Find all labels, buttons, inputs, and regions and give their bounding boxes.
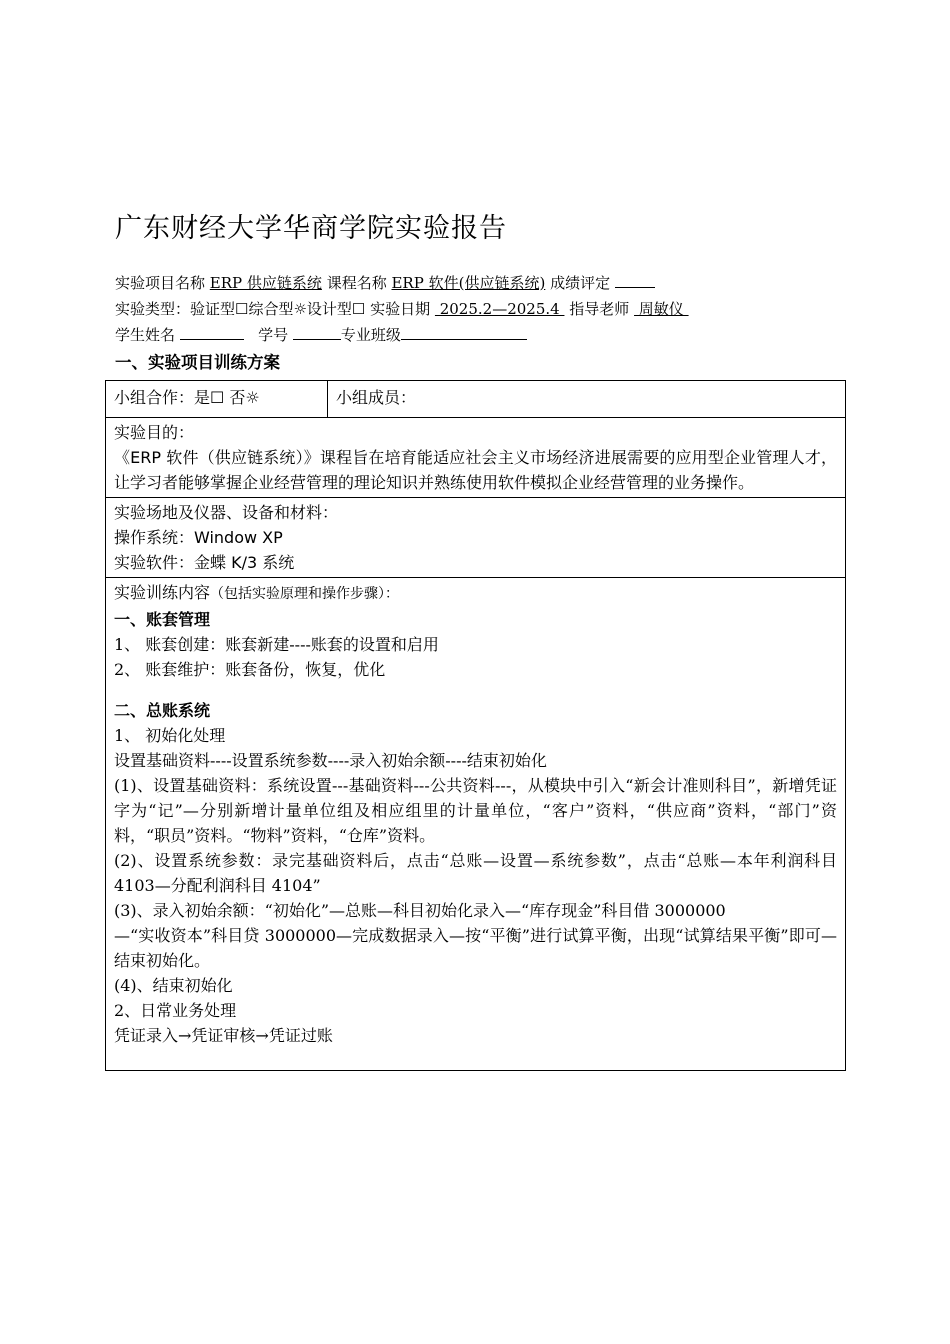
experiment-date-value: 2025.2—2025.4: [434, 300, 565, 318]
voucher-flow-line: 凭证录入→凭证审核→凭证过账: [114, 1026, 333, 1045]
software-line: 实验软件：金蝶 K/3 系统: [114, 553, 295, 572]
group-cooperation-cell: 小组合作：是☐ 否☼: [106, 381, 328, 418]
init-steps-line: 设置基础资料----设置系统参数----录入初始余额----结束初始化: [114, 751, 547, 770]
project-name-value: ERP 供应链系统: [209, 274, 322, 292]
purpose-cell: [106, 418, 846, 498]
daily-business-title: 2、日常业务处理: [114, 1001, 237, 1020]
section-ledger-title: 二、总账系统: [114, 701, 211, 720]
account-create-line: 1、 账套创建：账套新建----账套的设置和启用: [114, 635, 439, 654]
step-3-paragraph-b: —“实收资本”科目贷 3000000—完成数据录入—按“平衡”进行试算平衡，出现“试算结果平衡”即可—结束初始化。: [114, 926, 837, 970]
report-title: 广东财经大学华商学院实验报告: [115, 213, 507, 244]
content-label-line: [114, 580, 837, 607]
group-row: [106, 381, 846, 418]
operating-system-line: 操作系统：Window XP: [114, 528, 283, 547]
account-maintain-line: 2、 账套维护：账套备份，恢复，优化: [114, 660, 386, 679]
spacer: [114, 682, 837, 698]
project-name-label: 实验项目名称: [115, 274, 206, 292]
meta-row-3: [115, 325, 527, 345]
experiment-type-label: 实验类型：: [115, 300, 191, 318]
equipment-label: 实验场地及仪器、设备和材料：: [114, 503, 339, 522]
purpose-row: [106, 418, 846, 498]
grade-blank: [615, 273, 655, 288]
content-label-note: （包括实验原理和操作步骤）：: [210, 586, 400, 602]
content-row: [106, 578, 846, 1071]
step-2-paragraph: (2)、设置系统参数：录完基础资料后，点击“总账—设置—系统参数”，点击“总账—本年利润科目 4103—分配利润科目 4104”: [114, 851, 837, 895]
course-name-label: 课程名称: [326, 274, 387, 292]
meta-row-2: [115, 299, 689, 319]
equipment-cell: [106, 498, 846, 578]
course-name-value: ERP 软件(供应链系统): [391, 274, 546, 292]
training-plan-table: [105, 380, 846, 1071]
class-blank: [401, 325, 527, 340]
step-3-paragraph-a: (3)、录入初始余额：“初始化”—总账—科目初始化录入—“库存现金”科目借 3000000: [114, 901, 726, 920]
purpose-text: 《ERP 软件（供应链系统）》课程旨在培育能适应社会主义市场经济进展需要的应用型企业管理人才，让学习者能够掌握企业经营管理的理论知识并熟练使用软件模拟企业经营管理的业务操作。: [114, 448, 837, 492]
student-id-blank: [293, 325, 341, 340]
section-account-title: 一、账套管理: [114, 610, 211, 629]
student-name-blank: [180, 325, 244, 340]
step-4-line: (4)、结束初始化: [114, 976, 233, 995]
content-cell: [106, 578, 846, 1071]
experiment-type-options: 验证型☐综合型☼设计型☐: [190, 300, 366, 318]
equipment-row: [106, 498, 846, 578]
student-id-label: 学号: [258, 326, 289, 344]
experiment-date-label: 实验日期: [370, 300, 431, 318]
content-label: 实验训练内容: [114, 583, 211, 602]
group-members-cell: 小组成员：: [328, 381, 846, 418]
teacher-value: 周敏仪: [634, 300, 689, 318]
section-1-title: 一、实验项目训练方案: [115, 353, 280, 372]
teacher-label: 指导老师: [569, 300, 630, 318]
meta-row-1: [115, 273, 655, 293]
grade-label: 成绩评定: [550, 274, 611, 292]
purpose-label: 实验目的：: [114, 423, 195, 442]
class-label: 专业班级: [340, 326, 401, 344]
init-title-line: 1、 初始化处理: [114, 726, 226, 745]
step-1-paragraph: (1)、设置基础资料：系统设置---基础资料---公共资料---，从模块中引入“新会计准则科目”，新增凭证字为“记”—分别新增计量单位组及相应组里的计量单位，“客户”资料，“供应商”资料，“部门”资料，“职员”资料。“物料”资料，“仓库”资料。: [114, 776, 837, 845]
student-name-label: 学生姓名: [115, 326, 176, 344]
